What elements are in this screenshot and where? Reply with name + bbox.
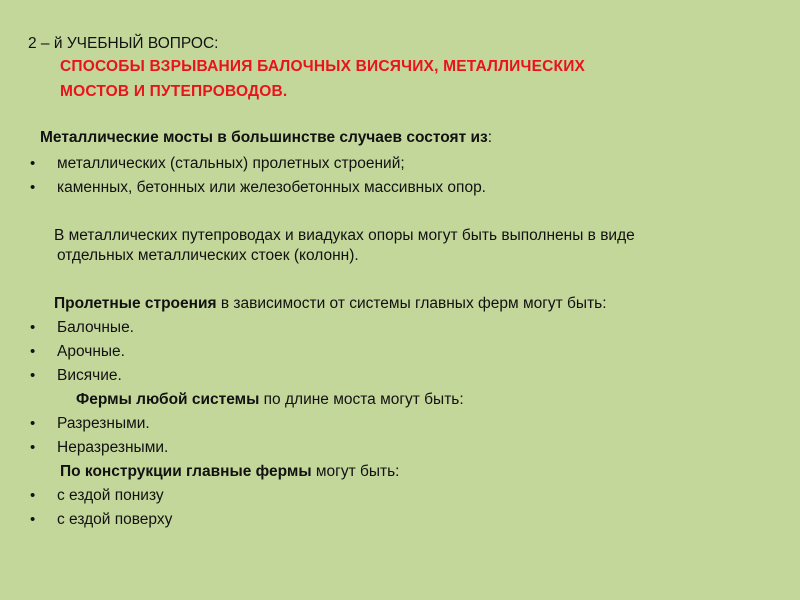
viaduct-line-1: В металлических путепроводах и виадуках опоры могут быть выполнены в виде bbox=[54, 227, 635, 244]
trusses-tail: по длине моста могут быть: bbox=[259, 391, 464, 408]
viaduct-line-2: отдельных металлических стоек (колонн). bbox=[57, 247, 359, 264]
list-item: Неразрезными. bbox=[57, 439, 169, 456]
list-item: каменных, бетонных или железобетонных массивных опор. bbox=[57, 179, 486, 196]
construction-paragraph bbox=[60, 462, 400, 482]
intro-paragraph bbox=[40, 128, 492, 148]
trusses-bold: Фермы любой системы bbox=[76, 391, 260, 408]
list-item: металлических (стальных) пролетных строений; bbox=[57, 155, 405, 172]
bullet-icon: • bbox=[30, 487, 36, 504]
trusses-paragraph bbox=[76, 390, 464, 410]
spans-tail: в зависимости от системы главных ферм могут быть: bbox=[216, 295, 607, 312]
list-item: с ездой понизу bbox=[57, 487, 164, 504]
construction-bold: По конструкции главные фермы bbox=[60, 463, 312, 480]
bullet-icon: • bbox=[30, 343, 36, 360]
construction-tail: могут быть: bbox=[311, 463, 400, 480]
list-item: с ездой поверху bbox=[57, 511, 173, 528]
bullet-icon: • bbox=[30, 367, 36, 384]
intro-bold: Металлические мосты в большинстве случаев состоят из bbox=[40, 129, 488, 146]
bullet-icon: • bbox=[30, 439, 36, 456]
question-heading: 2 – й УЧЕБНЫЙ ВОПРОС: bbox=[28, 35, 219, 52]
list-item: Арочные. bbox=[57, 343, 125, 360]
spans-bold: Пролетные строения bbox=[54, 295, 217, 312]
bullet-icon: • bbox=[30, 155, 36, 172]
intro-tail: : bbox=[487, 129, 493, 146]
spans-paragraph bbox=[54, 294, 607, 314]
bullet-icon: • bbox=[30, 511, 36, 528]
bullet-icon: • bbox=[30, 415, 36, 432]
title-line-2: МОСТОВ И ПУТЕПРОВОДОВ. bbox=[60, 83, 288, 100]
bullet-icon: • bbox=[30, 319, 36, 336]
list-item: Балочные. bbox=[57, 319, 134, 336]
list-item: Разрезными. bbox=[57, 415, 150, 432]
list-item: Висячие. bbox=[57, 367, 122, 384]
title-line-1: СПОСОБЫ ВЗРЫВАНИЯ БАЛОЧНЫХ ВИСЯЧИХ, МЕТАЛЛИЧЕСКИХ bbox=[60, 58, 586, 75]
bullet-icon: • bbox=[30, 179, 36, 196]
